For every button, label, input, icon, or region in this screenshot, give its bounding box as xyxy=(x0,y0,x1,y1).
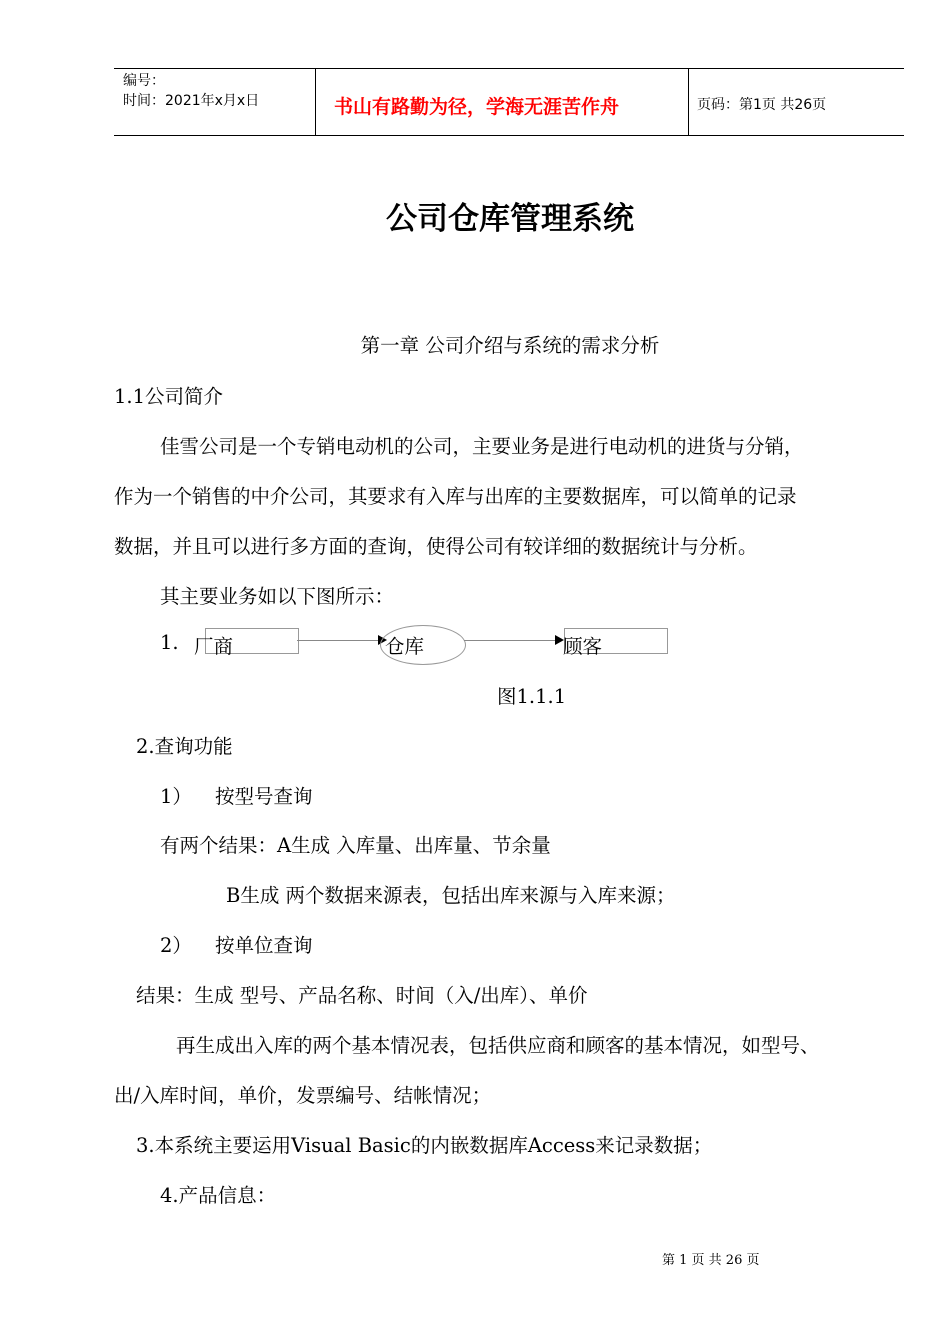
customer-label: 顾客 xyxy=(563,635,603,658)
diagram-caption: 图1.1.1 xyxy=(497,685,567,708)
diagram-item-number: 1. xyxy=(160,631,179,654)
chapter-heading: 第一章 公司介绍与系统的需求分析 xyxy=(360,334,660,357)
arrow-warehouse-to-customer-line xyxy=(464,640,556,641)
tables-paragraph-line-2: 出/入库时间，单价，发票编号、结帐情况； xyxy=(114,1084,492,1107)
header-top-rule xyxy=(114,68,904,69)
header-motto: 书山有路勤为径，学海无涯苦作舟 xyxy=(334,96,620,118)
query-by-unit-number: 2） xyxy=(160,934,192,957)
business-paragraph: 其主要业务如以下图所示： xyxy=(160,585,395,608)
intro-paragraph-line-3: 数据，并且可以进行多方面的查询，使得公司有较详细的数据统计与分析。 xyxy=(114,535,758,558)
section-heading-1-1: 1.1公司简介 xyxy=(114,385,224,408)
query-by-unit-result: 结果：生成 型号、产品名称、时间（入/出库）、单价 xyxy=(136,984,588,1007)
item-4-product-info: 4.产品信息： xyxy=(160,1184,277,1207)
query-by-model-result-a: 有两个结果：A生成 入库量、出库量、节余量 xyxy=(160,834,551,857)
header-divider-right xyxy=(688,68,689,136)
query-function-heading: 2.查询功能 xyxy=(136,735,233,758)
header-bottom-rule xyxy=(114,135,904,136)
tables-paragraph-line-1: 再生成出入库的两个基本情况表，包括供应商和顾客的基本情况，如型号、 xyxy=(176,1034,820,1057)
query-by-model-number: 1） xyxy=(160,785,192,808)
item-3-technology: 3.本系统主要运用Visual Basic的内嵌数据库Access来记录数据； xyxy=(136,1134,713,1157)
intro-paragraph-line-2: 作为一个销售的中介公司，其要求有入库与出库的主要数据库，可以简单的记录 xyxy=(114,485,797,508)
arrow-vendor-to-warehouse-line xyxy=(297,640,379,641)
query-by-unit-label: 按单位查询 xyxy=(215,934,313,957)
page-footer: 第 1 页 共 26 页 xyxy=(662,1253,760,1268)
query-by-model-label: 按型号查询 xyxy=(215,785,313,808)
warehouse-label: 仓库 xyxy=(385,635,425,658)
header-page-info: 页码：第1页 共26页 xyxy=(697,97,827,113)
vendor-label: 厂商 xyxy=(194,635,234,658)
query-by-model-result-b: B生成 两个数据来源表，包括出库来源与入库来源； xyxy=(226,884,676,907)
header-divider-left xyxy=(315,68,316,136)
header-number-label: 编号： xyxy=(123,73,165,89)
intro-paragraph-line-1: 佳雪公司是一个专销电动机的公司，主要业务是进行电动机的进货与分销， xyxy=(160,435,804,458)
document-title: 公司仓库管理系统 xyxy=(386,201,634,237)
header-time-label: 时间：2021年x月x日 xyxy=(123,93,260,109)
